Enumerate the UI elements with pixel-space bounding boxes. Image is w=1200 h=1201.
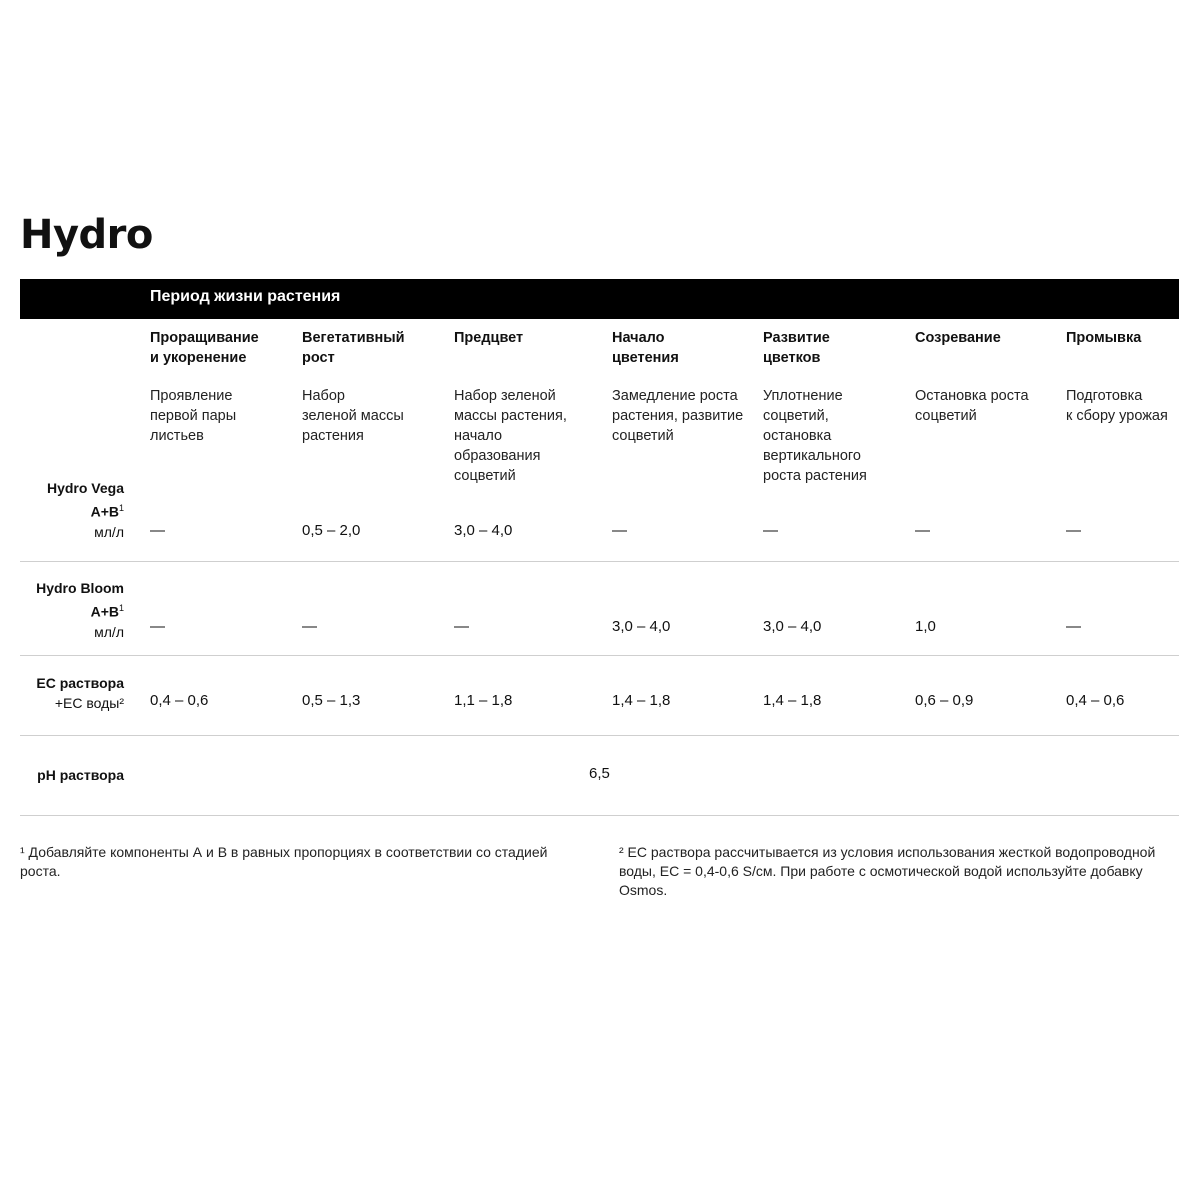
- row-label-ec: [36, 673, 124, 713]
- page-title: Hydro: [20, 212, 153, 258]
- stage-name-2: Вегетативный рост: [302, 330, 405, 366]
- stage-desc-7: Подготовка к сбору урожая: [1066, 388, 1168, 424]
- stage-desc-4: Замедление роста растения, развитие соцветий: [612, 388, 744, 444]
- bloom-sub: A+B: [90, 603, 119, 620]
- row-divider: [20, 815, 1179, 816]
- vega-value-4: —: [612, 522, 627, 539]
- ec-value-7: 0,4 – 0,6: [1066, 692, 1125, 709]
- bloom-unit: мл/л: [94, 623, 124, 640]
- row-divider: [20, 655, 1179, 656]
- vega-value-2: 0,5 – 2,0: [302, 522, 361, 539]
- stage-name-4: Начало цветения: [612, 330, 679, 366]
- vega-value-1: —: [150, 522, 165, 539]
- bloom-value-4: 3,0 – 4,0: [612, 618, 671, 635]
- vega-unit: мл/л: [94, 523, 124, 540]
- stage-desc-3: Набор зеленой массы растения, начало образования соцветий: [454, 388, 567, 484]
- period-header-bar: [20, 279, 1179, 319]
- vega-name: Hydro Vega: [46, 480, 124, 496]
- period-header-label: Период жизни растения: [150, 288, 341, 305]
- vega-value-5: —: [763, 522, 778, 539]
- vega-value-7: —: [1066, 522, 1081, 539]
- ec-value-6: 0,6 – 0,9: [915, 692, 974, 709]
- ec-value-3: 1,1 – 1,8: [454, 692, 513, 709]
- footnote-1: ¹ Добавляйте компоненты А и В в равных пропорциях в соответствии со стадией роста.: [20, 844, 548, 879]
- vega-value-6: —: [915, 522, 930, 539]
- row-label-vega: [47, 478, 124, 542]
- bloom-value-6: 1,0: [915, 618, 936, 635]
- stage-name-7: Промывка: [1066, 330, 1142, 346]
- row-label-ph: [37, 765, 124, 785]
- ph-value: 6,5: [589, 765, 610, 782]
- bloom-value-3: —: [454, 618, 469, 635]
- row-divider: [20, 735, 1179, 736]
- ec-value-2: 0,5 – 1,3: [302, 692, 361, 709]
- stage-desc-5: Уплотнение соцветий, остановка вертикального роста растения: [763, 388, 867, 484]
- bloom-name: Hydro Bloom: [36, 580, 124, 596]
- vega-sup: 1: [118, 503, 124, 513]
- ec-name: EC раствора: [36, 675, 124, 691]
- stage-desc-6: Остановка роста соцветий: [915, 388, 1029, 424]
- bloom-value-5: 3,0 – 4,0: [763, 618, 822, 635]
- ec-value-1: 0,4 – 0,6: [150, 692, 209, 709]
- stage-name-6: Созревание: [915, 330, 1001, 346]
- vega-value-3: 3,0 – 4,0: [454, 522, 513, 539]
- row-divider: [20, 561, 1179, 562]
- stage-desc-1: Проявление первой пары листьев: [150, 388, 237, 444]
- stage-name-1: Проращивание и укоренение: [150, 330, 259, 366]
- ec-sub: +EC воды²: [54, 695, 124, 711]
- bloom-value-1: —: [150, 618, 165, 635]
- row-label-bloom: [36, 578, 124, 642]
- vega-sub: A+B: [90, 503, 119, 520]
- footnote-2: ² EC раствора рассчитывается из условия использования жесткой водопроводной воды, EC = 0,4-0,6 S/см. При работе с осмотической водой используйте добавку Osmos.: [619, 844, 1156, 898]
- bloom-value-7: —: [1066, 618, 1081, 635]
- bloom-sup: 1: [118, 603, 124, 613]
- ec-value-5: 1,4 – 1,8: [763, 692, 822, 709]
- stage-name-5: Развитие цветков: [763, 330, 830, 366]
- bloom-value-2: —: [302, 618, 317, 635]
- ph-name: pH раствора: [37, 767, 124, 783]
- ec-value-4: 1,4 – 1,8: [612, 692, 671, 709]
- stage-desc-2: Набор зеленой массы растения: [302, 388, 404, 444]
- stage-name-3: Предцвет: [454, 330, 524, 346]
